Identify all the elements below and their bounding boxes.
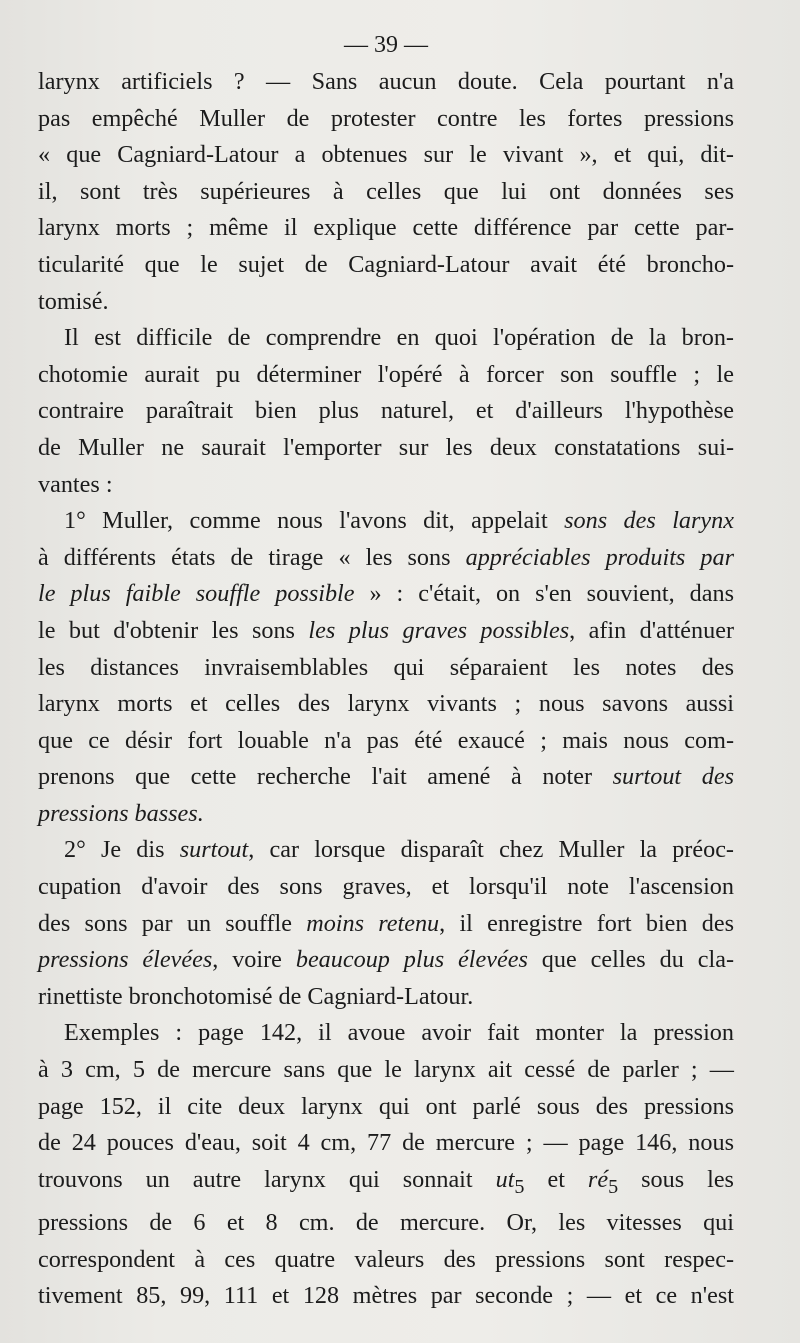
octave-subscript: 5 xyxy=(514,1175,525,1198)
text-line: Exemples : page 142, il avoue avoir fait monter la pression xyxy=(64,1019,734,1047)
text-run: , il enregistre fort bien des xyxy=(439,909,734,937)
text-run: » : c'était, on s'en souvient, dans xyxy=(354,580,734,608)
italic-run: sons des larynx xyxy=(564,507,734,535)
text-run: que celles du cla- xyxy=(527,946,734,974)
page-number: — 39 — xyxy=(344,32,428,58)
italic-run: le plus faible souffle possible xyxy=(38,580,355,608)
paragraph-4 xyxy=(38,832,734,1015)
text-run: , voire xyxy=(212,946,296,974)
text-run: et xyxy=(524,1165,588,1193)
text-line: larynx artificiels ? — Sans aucun doute. Cela pourtant n'a xyxy=(38,68,734,95)
text-line: correspondent à ces quatre valeurs des pressions sont respec- xyxy=(38,1245,734,1273)
text-run: trouvons un autre larynx qui sonnait xyxy=(38,1165,496,1193)
text-line xyxy=(38,613,734,650)
octave-subscript: 5 xyxy=(608,1175,619,1198)
paragraph-5 xyxy=(38,1015,734,1315)
text-line: contraire paraîtrait bien plus naturel, et d'ailleurs l'hypothèse xyxy=(38,397,734,425)
text-line: vantes : xyxy=(38,470,113,498)
text-line xyxy=(38,906,734,943)
text-line xyxy=(38,942,734,979)
text-line: larynx morts et celles des larynx vivants ; nous savons aussi xyxy=(38,690,734,718)
text-line xyxy=(38,503,734,540)
text-line: les distances invraisemblables qui séparaient les notes des xyxy=(38,653,734,681)
text-run: , afin d'atténuer xyxy=(569,616,734,644)
text-line: pressions de 6 et 8 cm. de mercure. Or, les vitesses qui xyxy=(38,1209,734,1237)
text-line: pas empêché Muller de protester contre les fortes pressions xyxy=(38,104,734,132)
italic-run: les plus graves possibles xyxy=(308,616,570,644)
text-line: rinettiste bronchotomisé de Cagniard-Latour. xyxy=(38,982,474,1010)
text-line xyxy=(38,759,734,796)
text-line: tomisé. xyxy=(38,287,109,315)
text-run: le but d'obtenir les sons xyxy=(38,616,309,644)
italic-run: moins retenu xyxy=(306,909,440,937)
text-run: , car lorsque disparaît chez Muller la préoc- xyxy=(248,836,734,864)
paragraph-3 xyxy=(38,503,734,832)
text-line: cupation d'avoir des sons graves, et lorsqu'il note l'ascension xyxy=(38,873,734,901)
text-run: des sons par un souffle xyxy=(38,909,307,937)
italic-run: pressions basses. xyxy=(38,799,204,827)
text-run: prenons que cette recherche l'ait amené à noter xyxy=(38,763,613,791)
note-re: ré xyxy=(587,1165,609,1193)
text-line: que ce désir fort louable n'a pas été exaucé ; mais nous com- xyxy=(38,726,734,754)
italic-run: beaucoup plus élevées xyxy=(295,946,528,974)
text-line: de 24 pouces d'eau, soit 4 cm, 77 de mercure ; — page 146, nous xyxy=(38,1129,734,1157)
italic-run: surtout des xyxy=(612,763,734,791)
text-line: ticularité que le sujet de Cagniard-Latour avait été broncho- xyxy=(38,250,734,278)
text-line xyxy=(38,796,734,833)
text-run: 1° Muller, comme nous l'avons dit, appelait xyxy=(64,507,565,535)
text-line: à 3 cm, 5 de mercure sans que le larynx ait cessé de parler ; — xyxy=(38,1056,734,1084)
italic-run: surtout xyxy=(179,836,249,864)
text-line: tivement 85, 99, 111 et 128 mètres par seconde ; — et ce n'est xyxy=(38,1282,734,1310)
italic-run: pressions élevées xyxy=(38,946,213,974)
note-ut: ut xyxy=(495,1165,515,1193)
text-line: larynx morts ; même il explique cette différence par cette par- xyxy=(38,214,734,242)
paragraph-2 xyxy=(38,320,734,503)
text-run: à différents états de tirage « les sons xyxy=(38,543,466,571)
text-line: il, sont très supérieures à celles que lui ont données ses xyxy=(38,177,734,205)
italic-run: appréciables produits par xyxy=(465,543,734,571)
text-line xyxy=(38,576,734,613)
text-line xyxy=(38,540,734,577)
text-line: Il est difficile de comprendre en quoi l'opération de la bron- xyxy=(64,324,734,352)
text-run: 2° Je dis xyxy=(64,836,180,864)
text-line: page 152, il cite deux larynx qui ont parlé sous des pressions xyxy=(38,1092,734,1120)
text-line: chotomie aurait pu déterminer l'opéré à forcer son souffle ; le xyxy=(38,360,734,388)
text-line: « que Cagniard-Latour a obtenues sur le vivant », et qui, dit- xyxy=(38,141,734,169)
text-line xyxy=(38,832,734,869)
text-line: de Muller ne saurait l'emporter sur les deux constatations sui- xyxy=(38,433,734,461)
paragraph-1 xyxy=(38,64,734,320)
text-run: sous les xyxy=(618,1165,734,1193)
text-line xyxy=(38,1162,734,1205)
